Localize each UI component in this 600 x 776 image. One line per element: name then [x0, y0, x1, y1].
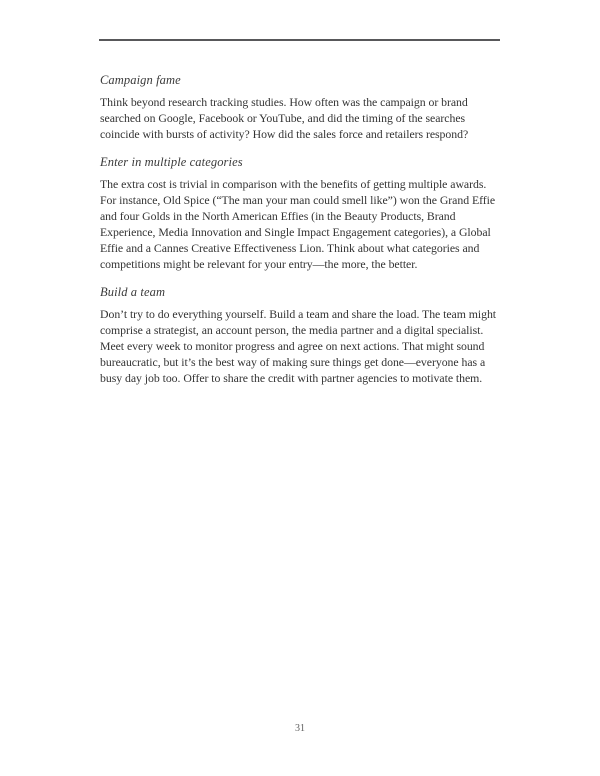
section-heading: Campaign fame: [100, 73, 181, 87]
section-paragraph: Think beyond research tracking studies. How often was the campaign or brand searched on Google, Facebook or YouTube, and did the timing of the searches coincide with bursts of activity? How did the sales force and retailers respond?: [100, 95, 469, 141]
section-paragraph: Don’t try to do everything yourself. Build a team and share the load. The team might comprise a strategist, an account person, the media partner and a digital specialist. Meet every week to monitor progress and agree on next actions. That might sound bureaucratic, but it’s the best way of making sure things get done—everyone has a busy day job too. Offer to share the credit with partner agencies to motivate them.: [100, 307, 497, 385]
section-campaign-fame: [100, 73, 502, 142]
section-heading: Build a team: [100, 285, 166, 299]
page-number: 31: [295, 723, 305, 734]
section-build-a-team: [100, 285, 502, 386]
section-paragraph: The extra cost is trivial in comparison with the benefits of getting multiple awards. For instance, Old Spice (“The man your man could smell like”) won the Grand Effie and four Golds in the North American Effies (in the Beauty Products, Brand Experience, Media Innovation and Single Impact Engagement categories), a Global Effie and a Cannes Creative Effectiveness Lion. Think about what categories and competitions might be relevant for your entry—the more, the better.: [100, 177, 496, 271]
section-heading: Enter in multiple categories: [100, 155, 243, 169]
page-content: [100, 40, 502, 386]
section-enter-multiple-categories: [100, 155, 502, 272]
